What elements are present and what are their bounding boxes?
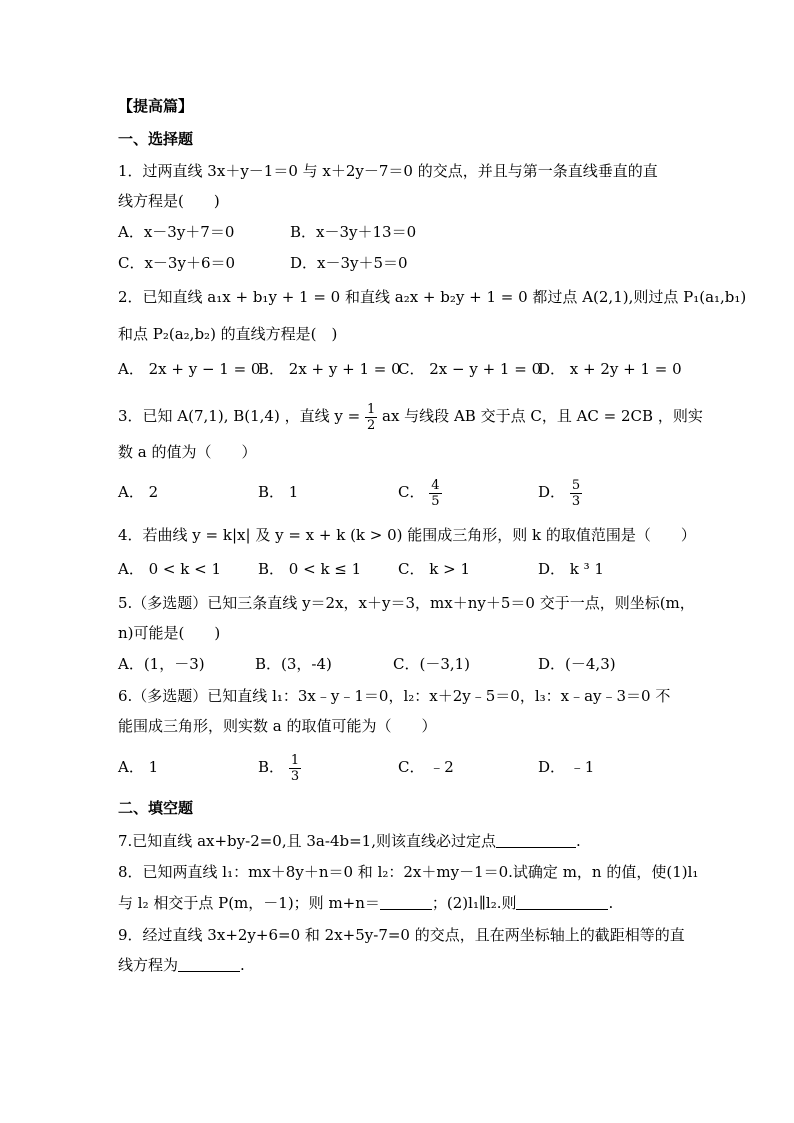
- q3-option-b: B． 1: [258, 483, 299, 501]
- q7-line: [118, 831, 581, 851]
- q3-option-a: A． 2: [118, 483, 159, 501]
- q6-option-c: C． ﹣2: [398, 758, 454, 776]
- q8-line2: [118, 893, 613, 913]
- q6-option-b-fraction: [289, 753, 301, 784]
- q9-text: 线方程为: [118, 956, 179, 974]
- q7-text: 7.已知直线 ax+by-2=0,且 3a-4b=1,则该直线必过定点: [118, 832, 496, 850]
- q5-option-b: B．(3，-4): [255, 655, 332, 673]
- q3-option-c-numerator: 4: [431, 477, 440, 493]
- q2-line2: 和点 P₂(a₂,b₂) 的直线方程是( ): [118, 325, 338, 343]
- q3-line2: 数 a 的值为（ ）: [118, 443, 257, 461]
- q5-line2: n)可能是( ): [118, 624, 221, 642]
- q6-option-b-label: B．: [258, 758, 285, 776]
- q3-option-c-denominator: 5: [431, 493, 440, 509]
- q2-option-d: D． x + 2y + 1 = 0: [538, 360, 682, 378]
- q7-end: .: [575, 832, 581, 850]
- q9-end: .: [240, 956, 245, 974]
- q2-option-b: B． 2x + y + 1 = 0: [258, 360, 401, 378]
- q3-option-d-label: D．: [538, 483, 566, 501]
- q3-option-c-fraction: [429, 478, 441, 509]
- q2-option-c: C． 2x − y + 1 = 0: [398, 360, 542, 378]
- q6-line2: 能围成三角形，则实数 a 的取值可能为（ ）: [118, 717, 437, 735]
- q1-option-d: D．x－3y＋5＝0: [290, 254, 408, 272]
- q8-answer-blank-2[interactable]: [516, 893, 608, 910]
- q8-line1: 8．已知两直线 l₁：mx＋8y＋n＝0 和 l₂：2x＋my－1＝0.试确定 m，n 的值，使(1)l₁: [118, 863, 699, 881]
- q3-fraction: [365, 402, 377, 433]
- q2-option-a: A． 2x + y − 1 = 0: [118, 360, 261, 378]
- q6-option-b: [258, 745, 301, 789]
- q9-line2: [118, 955, 245, 975]
- q8-end: .: [608, 894, 614, 912]
- q6-option-b-denominator: 3: [290, 768, 300, 784]
- q1-line2: 线方程是( ): [118, 192, 220, 210]
- q3-fraction-denominator: 2: [366, 417, 376, 433]
- q3-option-d-denominator: 3: [571, 493, 581, 509]
- q8-answer-blank-1[interactable]: [380, 893, 432, 910]
- q4-option-d: D． k ³ 1: [538, 560, 604, 578]
- q4-option-a: A． 0 < k < 1: [118, 560, 221, 578]
- q1-line1: 1．过两直线 3x＋y－1＝0 与 x＋2y－7＝0 的交点，并且与第一条直线垂直的直: [118, 162, 658, 180]
- q5-line1: 5.（多选题）已知三条直线 y＝2x，x＋y＝3，mx＋ny＋5＝0 交于一点，则坐标(m，: [118, 594, 695, 612]
- q3-option-c: [398, 470, 442, 514]
- section-title-fill: 二、填空题: [118, 799, 194, 817]
- q3-option-d-numerator: 5: [571, 477, 581, 493]
- q9-line1: 9．经过直线 3x+2y+6=0 和 2x+5y-7=0 的交点，且在两坐标轴上的截距相等的直: [118, 926, 685, 944]
- q2-line1: 2．已知直线 a₁x + b₁y + 1 = 0 和直线 a₂x + b₂y + 1 = 0 都过点 A(2,1),则过点 P₁(a₁,b₁): [118, 288, 747, 306]
- q3-fraction-numerator: 1: [366, 401, 376, 417]
- q3-line1: [118, 396, 703, 436]
- level-heading: 【提高篇】: [118, 97, 194, 115]
- q1-option-c: C．x－3y＋6＝0: [118, 254, 236, 272]
- q9-answer-blank[interactable]: [178, 955, 240, 972]
- q1-option-a: A．x－3y＋7＝0: [118, 223, 235, 241]
- q4-option-b: B． 0 < k ≤ 1: [258, 560, 362, 578]
- q6-line1: 6.（多选题）已知直线 l₁：3x﹣y﹣1＝0，l₂：x＋2y﹣5＝0，l₃：x﹣ay﹣3＝0 不: [118, 687, 671, 705]
- q6-option-d: D． ﹣1: [538, 758, 595, 776]
- q3-text-a: 3．已知 A(7,1), B(1,4) ，直线 y =: [118, 407, 361, 425]
- section-title-choice: 一、选择题: [118, 130, 194, 148]
- q5-option-a: A．(1，－3): [118, 655, 205, 673]
- q3-option-d-fraction: [570, 478, 582, 509]
- q8-text-b: ；(2)l₁∥l₂.则: [431, 894, 517, 912]
- q3-option-d: [538, 470, 582, 514]
- q3-option-c-label: C．: [398, 483, 425, 501]
- q4-option-c: C． k > 1: [398, 560, 470, 578]
- q5-option-c: C．(－3,1): [393, 655, 471, 673]
- q3-text-b: ax 与线段 AB 交于点 C，且 AC = 2CB ，则实: [382, 407, 703, 425]
- q4-line1: 4．若曲线 y = k|x| 及 y = x + k (k > 0) 能围成三角形，则 k 的取值范围是（ ）: [118, 526, 696, 544]
- q6-option-a: A． 1: [118, 758, 159, 776]
- q1-option-b: B．x－3y＋13＝0: [290, 223, 417, 241]
- q8-text-a: 与 l₂ 相交于点 P(m，－1)；则 m+n＝: [118, 894, 380, 912]
- q5-option-d: D．(－4,3): [538, 655, 616, 673]
- q6-option-b-numerator: 1: [290, 752, 300, 768]
- q7-answer-blank[interactable]: [496, 831, 576, 848]
